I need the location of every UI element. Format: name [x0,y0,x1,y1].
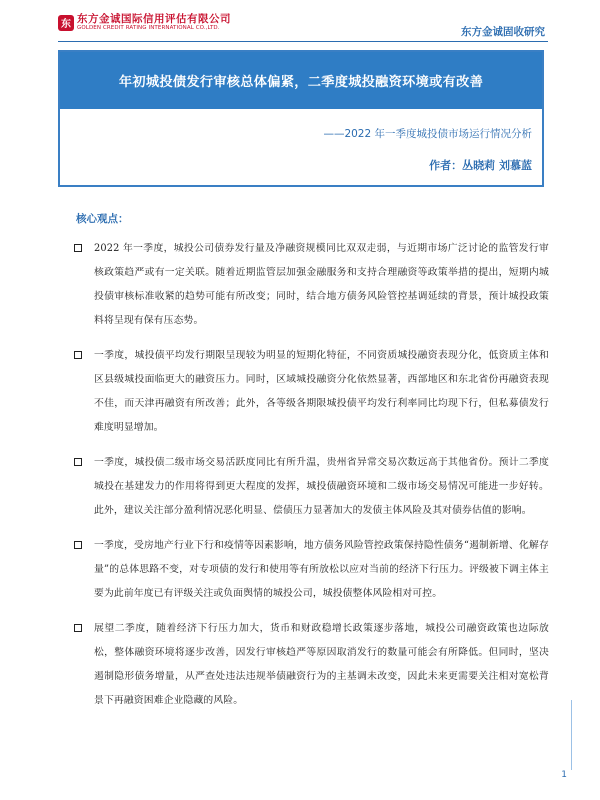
core-views-heading: 核心观点： [76,213,129,225]
checkbox-bullet-icon [74,244,82,252]
company-logo [58,14,231,31]
list-item [74,451,549,523]
title-band [60,52,542,109]
list-item [74,344,549,440]
logo-mark-icon: 东 [58,15,74,31]
checkbox-bullet-icon [74,458,82,466]
report-subtitle: ——2022 年一季度城投债市场运行情况分析 [323,128,532,140]
checkbox-bullet-icon [74,541,82,549]
point-text: 一季度，城投债平均发行期限呈现较为明显的短期化特征，不同资质城投融资表现分化，低资质主体和区县级城投面临更大的融资压力。同时，区域城投融资分化依然显著，西部地区和东北省份再融资表现不佳，而天津再融资有所改善；此外，各等级各期限城投债平均发行利率同比均现下行，但私募债发行难度明显增加。 [94,350,549,433]
brand-label: 东方金诚固收研究 [461,26,545,38]
list-item [74,617,549,713]
point-text: 一季度，城投债二级市场交易活跃度同比有所升温，贵州省异常交易次数远高于其他省份。预计二季度城投在基建发力的作用将得到更大程度的发挥，城投债融资环境和二级市场交易情况可能进一步好转。此外，建议关注部分盈利情况恶化明显、偿债压力显著加大的发债主体风险及其对债券估值的影响。 [94,457,549,516]
list-item [74,237,549,333]
logo-company-name: 东方金诚国际信用评估有限公司 [77,13,231,25]
point-text: 2022 年一季度，城投公司债券发行量及净融资规模同比双双走弱，与近期市场广泛讨论的监管发行审核政策趋严或有一定关联。随着近期监管层加强金融服务和支持合理融资等政策举措的提出，短期内城投债审核标准收紧的趋势可能有所改变；同时，结合地方债务风险管控基调延续的背景，预计城投政策料将呈现有保有压态势。 [94,243,549,326]
logo-company-name-en: GOLDEN CREDIT RATING INTERNATIONAL CO.,LTD. [77,24,220,31]
page-number: 1 [561,770,567,780]
point-text: 一季度，受房地产行业下行和疫情等因素影响，地方债务风险管控政策保持隐性债务“遏制新增、化解存量”的总体思路不变，对专项债的发行和使用等有所放松以应对当前的经济下行压力。评级被下调主体主要为此前年度已有评级关注或负面舆情的城投公司，城投债整体风险相对可控。 [94,540,549,599]
report-title: 年初城投债发行审核总体偏紧，二季度城投融资环境或有改善 [118,75,484,90]
checkbox-bullet-icon [74,624,82,632]
point-text: 展望二季度，随着经济下行压力加大，货币和财政稳增长政策逐步落地，城投公司融资政策也边际放松，整体融资环境将逐步改善，因发行审核趋严等原因取消发行的数量可能会有所降低。但同时，坚决遏制隐形债务增量，从严查处违法违规举债融资行为的主基调未改变，因此未来更需要关注相对宽松背景下再融资困难企业隐藏的风险。 [94,623,549,706]
checkbox-bullet-icon [74,351,82,359]
title-block [58,50,544,187]
page-header [0,0,600,44]
header-divider [58,41,548,42]
core-views-list [74,237,549,724]
report-authors: 作者：丛晓莉 刘慕蓝 [429,159,532,172]
list-item [74,534,549,606]
footer-side-line [571,700,572,770]
